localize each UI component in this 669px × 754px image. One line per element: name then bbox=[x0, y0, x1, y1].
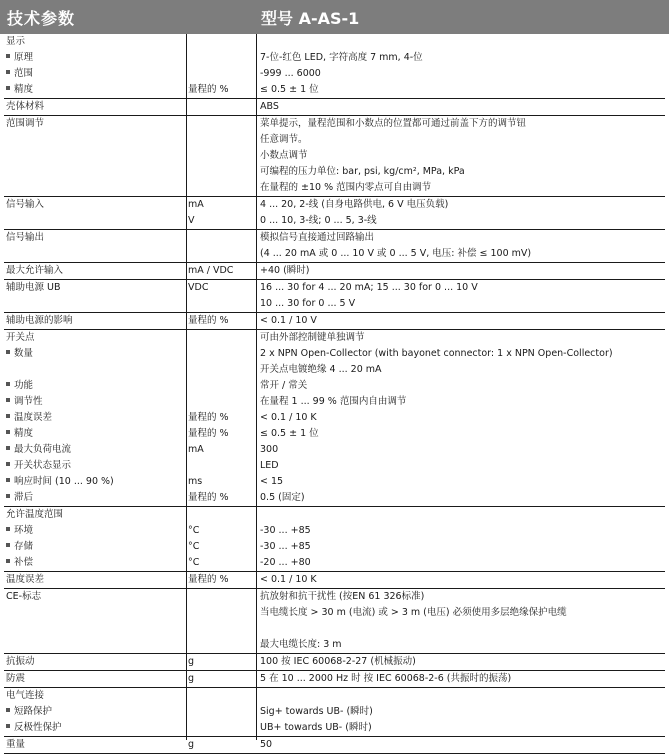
bullet-square-icon bbox=[6, 462, 10, 466]
value-text bbox=[260, 296, 355, 312]
value-text bbox=[260, 572, 317, 588]
cell-text: mA / VDC bbox=[188, 265, 234, 276]
bullet-square-icon bbox=[6, 708, 10, 712]
unit-label bbox=[188, 313, 229, 329]
spec-line bbox=[4, 539, 665, 555]
spec-line bbox=[4, 230, 665, 246]
spec-row-shock bbox=[4, 671, 665, 688]
unit-label bbox=[188, 426, 229, 442]
cell-text: 精度 bbox=[14, 84, 34, 95]
spec-row-switch bbox=[4, 330, 665, 507]
spec-row-max_input bbox=[4, 263, 665, 280]
bullet-square-icon bbox=[6, 350, 10, 354]
parameter-label bbox=[6, 280, 61, 296]
cell-text: V bbox=[188, 215, 195, 226]
value-text bbox=[260, 589, 424, 605]
spec-line bbox=[4, 688, 665, 704]
value-text bbox=[260, 605, 567, 621]
cell-text: 范围 bbox=[14, 68, 34, 79]
bullet-square-icon bbox=[6, 70, 10, 74]
cell-text: ≤ 0.5 ± 1 位 bbox=[260, 84, 319, 95]
cell-text: 最大电缆长度: 3 m bbox=[260, 639, 342, 650]
cell-text: 显示 bbox=[6, 36, 26, 47]
parameter-label bbox=[6, 654, 35, 670]
spec-table bbox=[4, 34, 665, 754]
cell-text: 模拟信号直接通过回路输出 bbox=[260, 232, 375, 243]
spec-line bbox=[4, 704, 665, 720]
spec-line bbox=[4, 589, 665, 605]
cell-text: 开关状态显示 bbox=[14, 460, 72, 471]
spec-line bbox=[4, 330, 665, 346]
cell-text: 0.5 (固定) bbox=[260, 492, 305, 503]
cell-text: 常开 / 常关 bbox=[260, 380, 308, 391]
parameter-label bbox=[6, 82, 33, 98]
cell-text: 短路保护 bbox=[14, 706, 53, 717]
spec-line bbox=[4, 180, 665, 196]
bullet-square-icon bbox=[6, 398, 10, 402]
parameter-label bbox=[6, 555, 33, 571]
cell-text: -20 ... +80 bbox=[260, 557, 311, 568]
parameter-label bbox=[6, 394, 43, 410]
spec-line bbox=[4, 132, 665, 148]
parameter-label bbox=[6, 50, 33, 66]
value-text bbox=[260, 378, 307, 394]
parameter-label bbox=[6, 378, 33, 394]
unit-label bbox=[188, 197, 204, 213]
spec-line bbox=[4, 555, 665, 571]
cell-text: 信号输出 bbox=[6, 232, 45, 243]
spec-row-temp_range bbox=[4, 507, 665, 572]
unit-label bbox=[188, 539, 199, 555]
value-text bbox=[260, 263, 309, 279]
value-text bbox=[260, 539, 311, 555]
bullet-square-icon bbox=[6, 382, 10, 386]
spec-row-signal_in bbox=[4, 197, 665, 230]
header-title: 技术参数 bbox=[7, 9, 76, 28]
cell-text: 开关点电镀绝缘 4 ... 20 mA bbox=[260, 364, 382, 375]
cell-text: < 0.1 / 10 K bbox=[260, 412, 317, 423]
cell-text: 量程的 % bbox=[188, 574, 229, 585]
cell-text: -999 ... 6000 bbox=[260, 68, 321, 79]
cell-text: 调节性 bbox=[14, 396, 43, 407]
parameter-label bbox=[6, 572, 44, 588]
spec-line bbox=[4, 246, 665, 262]
value-text bbox=[260, 362, 382, 378]
value-text bbox=[260, 555, 311, 571]
parameter-label bbox=[6, 34, 25, 50]
spec-line bbox=[4, 82, 665, 98]
cell-text: 温度误差 bbox=[14, 412, 53, 423]
spec-line bbox=[4, 296, 665, 312]
cell-text: +40 (瞬时) bbox=[260, 265, 310, 276]
cell-text: 10 ... 30 for 0 ... 5 V bbox=[260, 298, 356, 309]
cell-text: -30 ... +85 bbox=[260, 525, 311, 536]
bullet-square-icon bbox=[6, 430, 10, 434]
header-model: 型号 A-AS-1 bbox=[261, 9, 360, 28]
cell-text: 滞后 bbox=[14, 492, 34, 503]
cell-text: 原理 bbox=[14, 52, 34, 63]
value-text bbox=[260, 132, 308, 148]
value-text bbox=[260, 99, 279, 115]
cell-text: -30 ... +85 bbox=[260, 541, 311, 552]
spec-row-vibration bbox=[4, 654, 665, 671]
unit-label bbox=[188, 671, 194, 687]
parameter-label bbox=[6, 99, 44, 115]
cell-text: 0 ... 10, 3-线; 0 ... 5, 3-线 bbox=[260, 215, 377, 226]
bullet-square-icon bbox=[6, 414, 10, 418]
table-header bbox=[0, 0, 669, 34]
spec-line bbox=[4, 671, 665, 687]
spec-row-aux_effect bbox=[4, 313, 665, 330]
value-text bbox=[260, 704, 373, 720]
parameter-label bbox=[6, 589, 41, 605]
parameter-label bbox=[6, 704, 52, 720]
spec-line bbox=[4, 720, 665, 736]
spec-line bbox=[4, 197, 665, 213]
spec-line bbox=[4, 346, 665, 362]
cell-text: LED bbox=[260, 460, 279, 471]
cell-text: 范围调节 bbox=[6, 118, 45, 129]
cell-text: 反极性保护 bbox=[14, 722, 62, 733]
spec-line bbox=[4, 572, 665, 588]
parameter-label bbox=[6, 313, 73, 329]
cell-text: 量程的 % bbox=[188, 315, 229, 326]
cell-text: 当电缆长度 > 30 m (电流) 或 > 3 m (电压) 必须使用多层绝缘保护电缆 bbox=[260, 607, 567, 618]
parameter-label bbox=[6, 66, 33, 82]
parameter-label bbox=[6, 410, 52, 426]
value-text bbox=[260, 490, 305, 506]
cell-text: Sig+ towards UB- (瞬时) bbox=[260, 706, 373, 717]
value-text bbox=[260, 346, 613, 362]
cell-text: 小数点调节 bbox=[260, 150, 308, 161]
cell-text: 100 按 IEC 60068-2-27 (机械振动) bbox=[260, 656, 416, 667]
cell-text: 环境 bbox=[14, 525, 34, 536]
spec-line bbox=[4, 34, 665, 50]
cell-text: CE-标志 bbox=[6, 591, 42, 602]
cell-text: mA bbox=[188, 199, 204, 210]
value-text bbox=[260, 394, 406, 410]
cell-text: 在量程 1 ... 99 % 范围内自由调节 bbox=[260, 396, 407, 407]
cell-text: 存储 bbox=[14, 541, 34, 552]
unit-label bbox=[188, 555, 199, 571]
spec-line bbox=[4, 737, 665, 753]
parameter-label bbox=[6, 490, 33, 506]
spec-line bbox=[4, 621, 665, 637]
value-text bbox=[260, 246, 531, 262]
spec-row-ce bbox=[4, 589, 665, 654]
spec-line bbox=[4, 442, 665, 458]
cell-text: 开关点 bbox=[6, 332, 35, 343]
value-text bbox=[260, 180, 431, 196]
spec-line bbox=[4, 164, 665, 180]
spec-line bbox=[4, 637, 665, 653]
cell-text: < 0.1 / 10 V bbox=[260, 315, 317, 326]
bullet-square-icon bbox=[6, 86, 10, 90]
value-text bbox=[260, 330, 365, 346]
cell-text: 量程的 % bbox=[188, 492, 229, 503]
spec-line bbox=[4, 362, 665, 378]
spec-line bbox=[4, 280, 665, 296]
parameter-label bbox=[6, 539, 33, 555]
unit-label bbox=[188, 523, 199, 539]
parameter-label bbox=[6, 737, 25, 753]
value-text bbox=[260, 442, 278, 458]
cell-text: 量程的 % bbox=[188, 84, 229, 95]
bullet-square-icon bbox=[6, 446, 10, 450]
cell-text: mA bbox=[188, 444, 204, 455]
spec-row-range_adjust bbox=[4, 116, 665, 197]
cell-text: 可编程的压力单位: bar, psi, kg/cm², MPa, kPa bbox=[260, 166, 465, 177]
unit-label bbox=[188, 572, 229, 588]
unit-label bbox=[188, 213, 195, 229]
cell-text: (4 ... 20 mA 或 0 ... 10 V 或 0 ... 5 V, 电压: 补偿 ≤ 100 mV) bbox=[260, 248, 532, 259]
value-text bbox=[260, 654, 416, 670]
value-text bbox=[260, 671, 511, 687]
parameter-label bbox=[6, 330, 35, 346]
spec-line bbox=[4, 410, 665, 426]
cell-text: 最大负荷电流 bbox=[14, 444, 72, 455]
cell-text: 5 在 10 ... 2000 Hz 时 按 IEC 60068-2-6 (共振时的振荡) bbox=[260, 673, 512, 684]
spec-line bbox=[4, 263, 665, 279]
value-text bbox=[260, 230, 374, 246]
value-text bbox=[260, 82, 319, 98]
cell-text: 重量 bbox=[6, 739, 26, 750]
parameter-label bbox=[6, 523, 33, 539]
cell-text: 300 bbox=[260, 444, 279, 455]
unit-label bbox=[188, 280, 208, 296]
cell-text: 量程的 % bbox=[188, 428, 229, 439]
unit-label bbox=[188, 474, 202, 490]
cell-text: < 0.1 / 10 K bbox=[260, 574, 317, 585]
cell-text: °C bbox=[188, 541, 200, 552]
cell-text: °C bbox=[188, 557, 200, 568]
parameter-label bbox=[6, 671, 25, 687]
spec-row-weight bbox=[4, 737, 665, 754]
value-text bbox=[260, 637, 342, 653]
spec-row-housing bbox=[4, 99, 665, 116]
cell-text: 抗放射和抗干扰性 (按EN 61 326标准) bbox=[260, 591, 425, 602]
cell-text: 辅助电源 UB bbox=[6, 282, 61, 293]
cell-text: 数量 bbox=[14, 348, 34, 359]
value-text bbox=[260, 410, 317, 426]
spec-row-temp_error bbox=[4, 572, 665, 589]
spec-line bbox=[4, 654, 665, 670]
cell-text: 辅助电源的影响 bbox=[6, 315, 73, 326]
parameter-label bbox=[6, 442, 71, 458]
cell-text: < 15 bbox=[260, 476, 284, 487]
bullet-square-icon bbox=[6, 559, 10, 563]
bullet-square-icon bbox=[6, 478, 10, 482]
parameter-label bbox=[6, 720, 62, 736]
spec-line bbox=[4, 474, 665, 490]
cell-text: 壳体材料 bbox=[6, 101, 45, 112]
parameter-label bbox=[6, 263, 63, 279]
spec-line bbox=[4, 426, 665, 442]
value-text bbox=[260, 458, 279, 474]
cell-text: 2 x NPN Open-Collector (with bayonet connector: 1 x NPN Open-Collector) bbox=[260, 348, 613, 359]
spec-line bbox=[4, 148, 665, 164]
cell-text: 允许温度范围 bbox=[6, 509, 64, 520]
spec-line bbox=[4, 507, 665, 523]
spec-line bbox=[4, 394, 665, 410]
value-text bbox=[260, 148, 308, 164]
unit-label bbox=[188, 410, 229, 426]
spec-line bbox=[4, 99, 665, 115]
parameter-label bbox=[6, 688, 44, 704]
cell-text: ≤ 0.5 ± 1 位 bbox=[260, 428, 319, 439]
cell-text: 响应时间 (10 ... 90 %) bbox=[14, 476, 114, 487]
cell-text: 最大允许输入 bbox=[6, 265, 64, 276]
unit-label bbox=[188, 737, 194, 753]
cell-text: g bbox=[188, 739, 195, 750]
spec-line bbox=[4, 523, 665, 539]
spec-line bbox=[4, 605, 665, 621]
cell-text: 50 bbox=[260, 739, 273, 750]
cell-text: 可由外部控制键单独调节 bbox=[260, 332, 365, 343]
cell-text: UB+ towards UB- (瞬时) bbox=[260, 722, 372, 733]
parameter-label bbox=[6, 346, 33, 362]
cell-text: °C bbox=[188, 525, 200, 536]
spec-row-aux_power bbox=[4, 280, 665, 313]
bullet-square-icon bbox=[6, 543, 10, 547]
cell-text: 精度 bbox=[14, 428, 34, 439]
unit-label bbox=[188, 263, 233, 279]
cell-text: g bbox=[188, 656, 195, 667]
bullet-square-icon bbox=[6, 54, 10, 58]
cell-text: 抗振动 bbox=[6, 656, 35, 667]
value-text bbox=[260, 164, 465, 180]
cell-text: 菜单提示，量程范围和小数点的位置都可通过前盖下方的调节钮 bbox=[260, 118, 527, 129]
value-text bbox=[260, 737, 272, 753]
value-text bbox=[260, 523, 311, 539]
value-text bbox=[260, 197, 448, 213]
spec-row-electrical bbox=[4, 688, 665, 737]
cell-text: 电气连接 bbox=[6, 690, 45, 701]
spec-line bbox=[4, 378, 665, 394]
cell-text: 防震 bbox=[6, 673, 26, 684]
unit-label bbox=[188, 654, 194, 670]
value-text bbox=[260, 720, 372, 736]
parameter-label bbox=[6, 458, 71, 474]
cell-text: 4 ... 20, 2-线 (自身电路供电, 6 V 电压负载) bbox=[260, 199, 449, 210]
bullet-square-icon bbox=[6, 494, 10, 498]
cell-text: 7-位-红色 LED, 字符高度 7 mm, 4-位 bbox=[260, 52, 423, 63]
parameter-label bbox=[6, 507, 63, 523]
spec-row-display bbox=[4, 34, 665, 99]
value-text bbox=[260, 280, 478, 296]
value-text bbox=[260, 50, 423, 66]
cell-text: 信号输入 bbox=[6, 199, 45, 210]
bullet-square-icon bbox=[6, 527, 10, 531]
parameter-label bbox=[6, 197, 44, 213]
value-text bbox=[260, 66, 321, 82]
spec-line bbox=[4, 458, 665, 474]
parameter-label bbox=[6, 426, 33, 442]
value-text bbox=[260, 474, 283, 490]
cell-text: 在量程的 ±10 % 范围内零点可自由调节 bbox=[260, 182, 432, 193]
spec-row-signal_out bbox=[4, 230, 665, 263]
spec-line bbox=[4, 50, 665, 66]
cell-text: 量程的 % bbox=[188, 412, 229, 423]
cell-text: 任意调节。 bbox=[260, 134, 308, 145]
cell-text: 16 ... 30 for 4 ... 20 mA; 15 ... 30 for 0 ... 10 V bbox=[260, 282, 478, 293]
spec-line bbox=[4, 66, 665, 82]
value-text bbox=[260, 313, 317, 329]
cell-text: 补偿 bbox=[14, 557, 34, 568]
cell-text: 温度误差 bbox=[6, 574, 45, 585]
cell-text: g bbox=[188, 673, 195, 684]
unit-label bbox=[188, 442, 204, 458]
bullet-square-icon bbox=[6, 724, 10, 728]
value-text bbox=[260, 213, 377, 229]
unit-label bbox=[188, 82, 229, 98]
parameter-label bbox=[6, 116, 44, 132]
spec-line bbox=[4, 213, 665, 229]
spec-line bbox=[4, 313, 665, 329]
parameter-label bbox=[6, 230, 44, 246]
cell-text: ABS bbox=[260, 101, 279, 112]
value-text bbox=[260, 426, 319, 442]
unit-label bbox=[188, 490, 229, 506]
cell-text: ms bbox=[188, 476, 203, 487]
spec-line bbox=[4, 490, 665, 506]
spec-line bbox=[4, 116, 665, 132]
cell-text: VDC bbox=[188, 282, 209, 293]
parameter-label bbox=[6, 474, 114, 490]
value-text bbox=[260, 116, 526, 132]
cell-text: 功能 bbox=[14, 380, 34, 391]
